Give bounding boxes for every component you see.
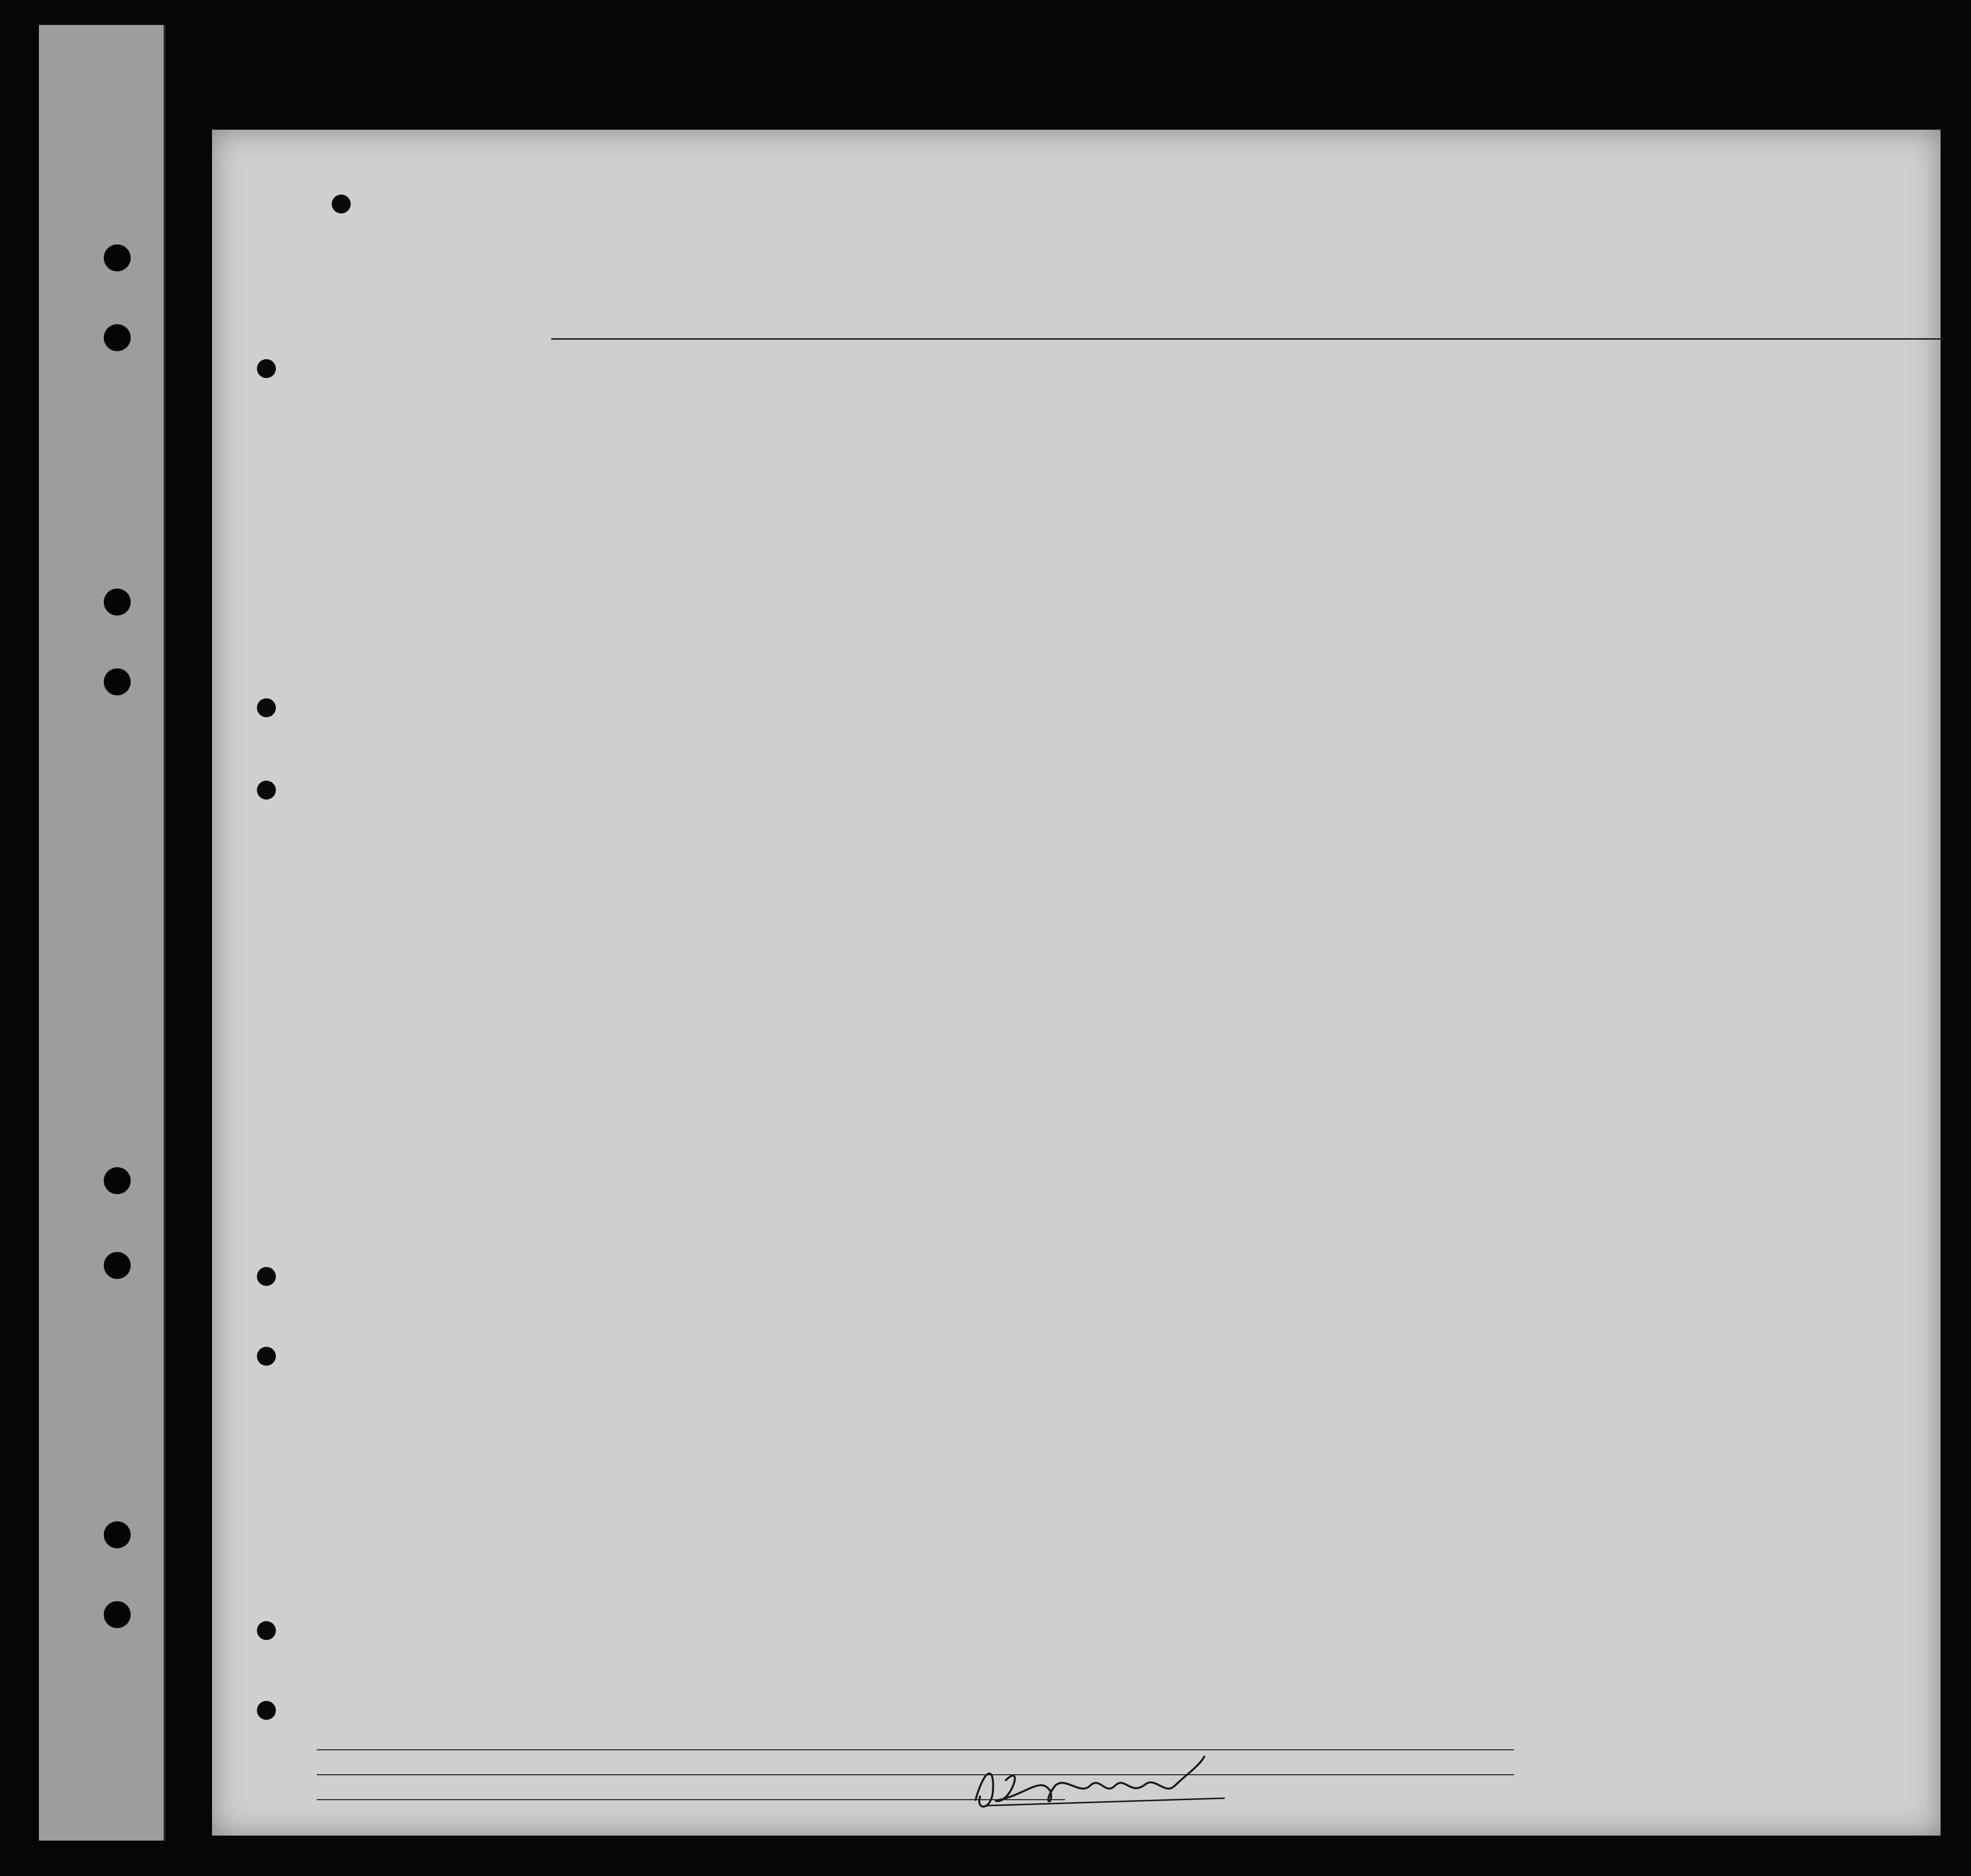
- punch-hole: [104, 589, 131, 616]
- punch-hole: [104, 1252, 131, 1279]
- punch-hole: [257, 781, 276, 800]
- punch-hole: [104, 244, 131, 271]
- agents-rule: [317, 1799, 1065, 1800]
- punch-hole: [257, 1621, 276, 1640]
- owners-rule: [317, 1774, 1514, 1775]
- punch-hole: [257, 1347, 276, 1366]
- punch-hole: [104, 1167, 131, 1194]
- manifest-sheet: [212, 130, 1941, 1836]
- punch-hole: [104, 668, 131, 695]
- punch-hole: [332, 195, 351, 213]
- table-grid: [212, 130, 1941, 1836]
- punch-hole: [104, 1601, 131, 1628]
- punch-hole: [104, 1521, 131, 1548]
- punch-hole: [257, 1267, 276, 1286]
- line-rule: [317, 1749, 1514, 1750]
- punch-hole: [104, 324, 131, 351]
- punch-hole: [257, 1701, 276, 1720]
- inspector-signature: [965, 1746, 1245, 1816]
- vessel-line-rule: [551, 338, 1943, 340]
- binder-strip: [39, 25, 166, 1841]
- punch-hole: [257, 359, 276, 378]
- punch-hole: [257, 698, 276, 717]
